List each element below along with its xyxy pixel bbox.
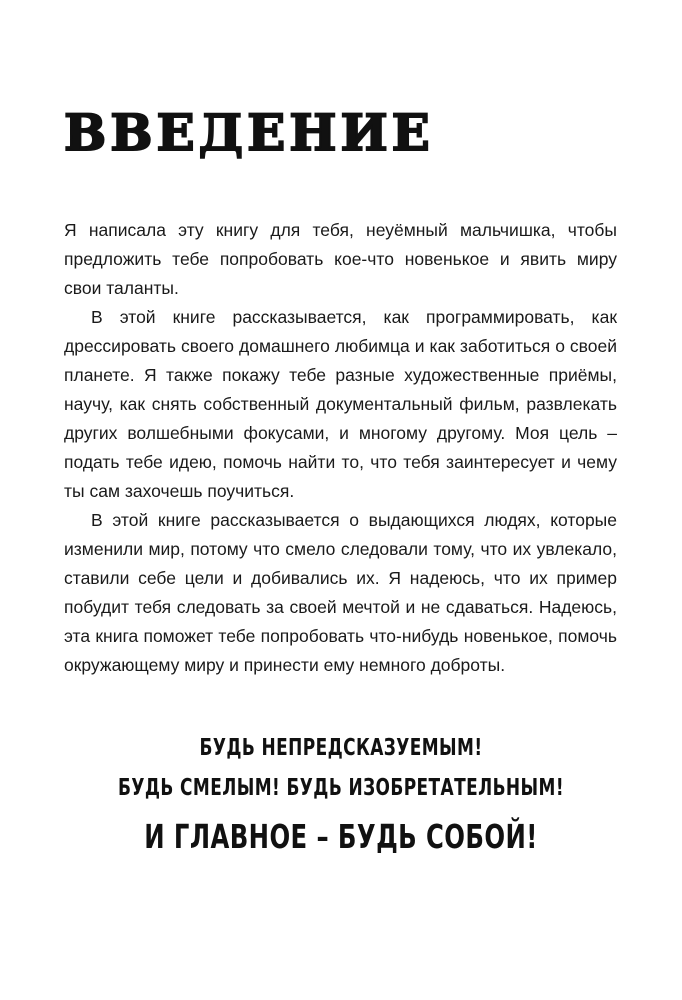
slogan-line-2: БУДЬ СМЕЛЫМ! БУДЬ ИЗОБРЕТАТЕЛЬНЫМ! [118,775,564,801]
paragraph-2: В этой книге рассказывается, как программировать, как дрессировать своего домашнего любимца и как заботиться о своей планете. Я также покажу тебе разные художественные приёмы, научу, как снять собственный документальный фильм, развлекать других волшебными фокусами, и многому другому. Моя цель – подать тебе идею, помочь найти то, что тебя заинтересует и чему ты сам захочешь поучиться. [64,307,617,501]
paragraph-1: Я написала эту книгу для тебя, неуёмный мальчишка, чтобы предложить тебе попробовать кое-что новенькое и явить миру свои таланты. [64,220,617,298]
intro-text [64,216,617,680]
slogan-line-1: БУДЬ НЕПРЕДСКАЗУЕМЫМ! [199,735,483,761]
paragraph-3: В этой книге рассказывается о выдающихся людях, которые изменили мир, потому что смело следовали тому, что их увлекало, ставили себе цели и добивались их. Я надеюсь, что их пример побудит тебя следовать за своей мечтой и не сдаваться. Надеюсь, эта книга поможет тебе попробовать что-нибудь новенькое, помочь окружающему миру и принести ему немного доброты. [64,510,617,675]
chapter-heading: ВВЕДЕНИЕ [64,103,434,162]
slogan-block [0,728,682,866]
slogan-line-3: И ГЛАВНОЕ – БУДЬ СОБОЙ! [144,817,538,856]
